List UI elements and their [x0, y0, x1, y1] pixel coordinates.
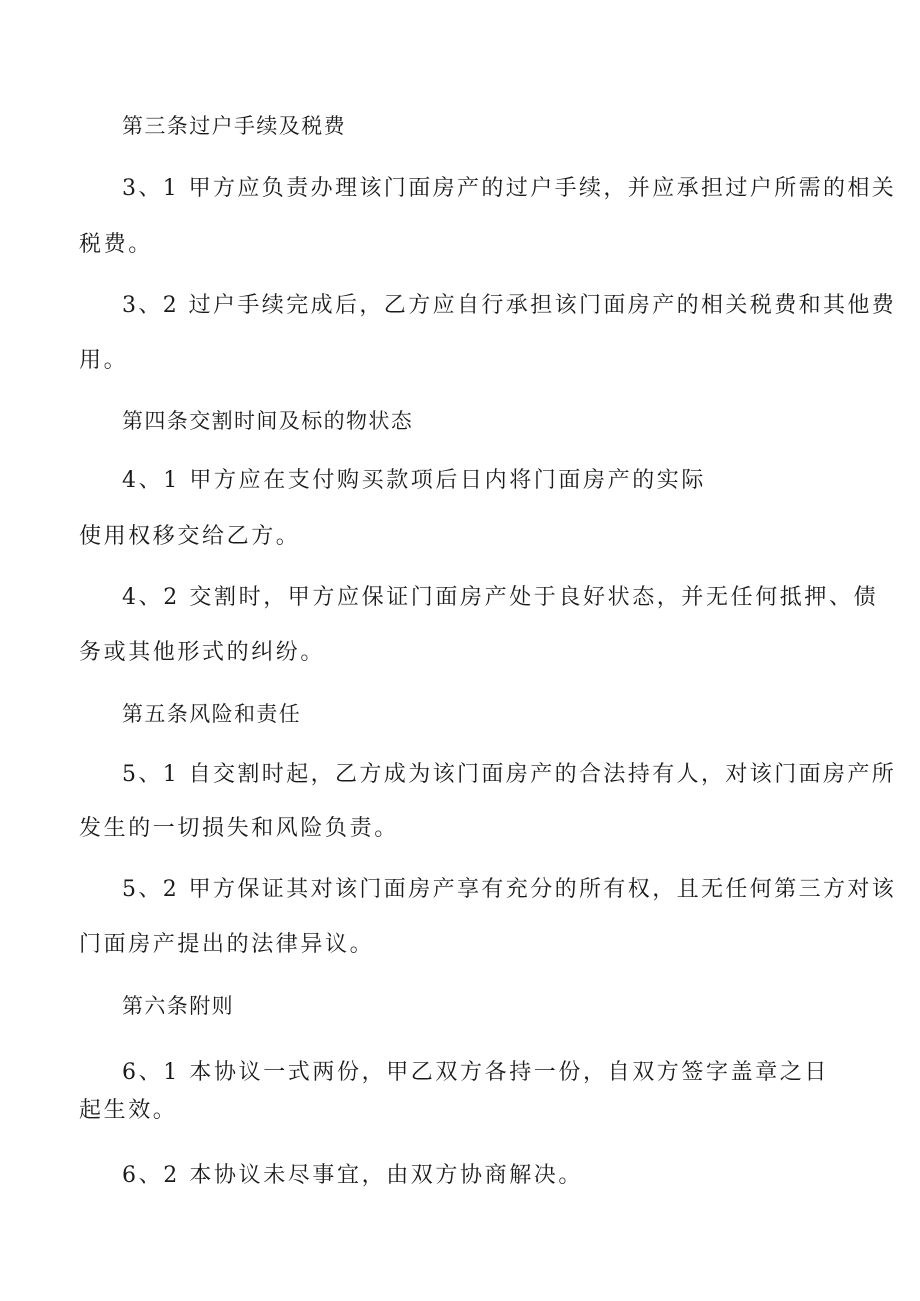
clause-3-1-line-1: 3、1 甲方应负责办理该门面房产的过户手续，并应承担过户所需的相关 [122, 176, 897, 201]
clause-5-1-line-2: 发生的一切损失和风险负责。 [79, 816, 399, 841]
clause-4-2-line-1: 4、2 交割时，甲方应保证门面房产处于良好状态，并无任何抵押、债 [122, 585, 879, 610]
clause-3-2-line-2: 用。 [79, 348, 129, 373]
clause-5-1-line-1: 5、1 自交割时起，乙方成为该门面房产的合法持有人，对该门面房产所 [122, 762, 897, 787]
section-3-heading: 第三条过户手续及税费 [122, 114, 346, 138]
clause-5-2-line-1: 5、2 甲方保证其对该门面房产享有充分的所有权，且无任何第三方对该 [122, 877, 897, 902]
clause-4-2-line-2: 务或其他形式的纠纷。 [79, 640, 326, 665]
section-5-heading: 第五条风险和责任 [122, 702, 302, 726]
clause-4-1-line-1: 4、1 甲方应在支付购买款项后日内将门面房产的实际 [122, 468, 706, 493]
clause-6-1-line-2: 起生效。 [79, 1098, 178, 1123]
clause-6-2-line-1: 6、2 本协议未尽事宜，由双方协商解决。 [122, 1163, 583, 1188]
clause-6-1-line-1: 6、1 本协议一式两份，甲乙双方各持一份，自双方签字盖章之日 [122, 1060, 829, 1085]
clause-5-2-line-2: 门面房产提出的法律异议。 [79, 932, 375, 957]
clause-4-1-line-2: 使用权移交给乙方。 [79, 524, 301, 549]
section-4-heading: 第四条交割时间及标的物状态 [122, 409, 414, 433]
clause-3-2-line-1: 3、2 过户手续完成后，乙方应自行承担该门面房产的相关税费和其他费 [122, 293, 897, 318]
clause-3-1-line-2: 税费。 [79, 232, 153, 257]
section-6-heading: 第六条附则 [122, 994, 234, 1018]
